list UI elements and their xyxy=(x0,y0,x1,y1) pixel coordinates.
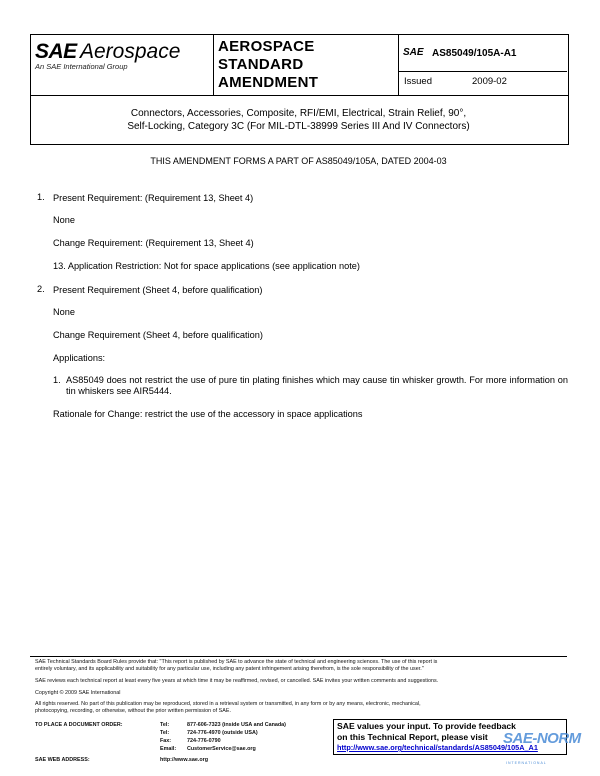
rights-text: All rights reserved. No part of this publication may be reproduced, stored in a retrieval system or transmitted, in any form or by any means, electronic, mechanical, xyxy=(35,701,421,707)
contact-label: Tel: xyxy=(160,722,170,728)
contact-value: 877-606-7323 (inside USA and Canada) xyxy=(187,722,286,728)
aerospace-logo-text: Aerospace xyxy=(80,40,181,63)
feedback-link[interactable]: http://www.sae.org/technical/standards/AS85049/105A_A1 xyxy=(337,743,538,752)
document-number: AS85049/105A-A1 xyxy=(432,48,517,59)
application-restriction: 13. Application Restriction: Not for space applications (see application note) xyxy=(53,261,360,271)
title-box xyxy=(30,94,569,145)
feedback-text: SAE values your input. To provide feedback xyxy=(337,721,516,731)
none-text: None xyxy=(53,215,75,225)
footer-rule xyxy=(30,656,567,657)
header-divider xyxy=(398,34,399,95)
sae-logo-mark: SAE xyxy=(35,40,77,63)
issued-label: Issued xyxy=(404,76,432,87)
contact-email[interactable]: CustomerService@sae.org xyxy=(187,746,256,752)
rationale-text: Rationale for Change: restrict the use of the accessory in space applications xyxy=(53,409,363,419)
application-note: AS85049 does not restrict the use of pure tin plating finishes which may cause tin whisker growth. For more information on tin whiskers see AIR5444. xyxy=(66,375,568,396)
web-address-link[interactable]: http://www.sae.org xyxy=(160,757,209,763)
section-number: 2. xyxy=(37,284,45,294)
header-divider xyxy=(398,71,567,72)
change-requirement: Change Requirement (Sheet 4, before qualification) xyxy=(53,330,263,340)
footer-rules-text: entirely voluntary, and its applicability and suitability for any particular use, including any patent infringement arising therefrom, is the sole responsibility of the user." xyxy=(35,666,424,672)
document-title-line: Connectors, Accessories, Composite, RFI/EMI, Electrical, Strain Relief, 90°, xyxy=(130,108,467,119)
sae-mark: SAE xyxy=(403,47,424,58)
contact-label: Email: xyxy=(160,746,177,752)
rights-text: photocopying, recording, or otherwise, without the prior written permission of SAE. xyxy=(35,708,231,714)
logo-subtitle: An SAE International Group xyxy=(35,62,128,71)
none-text: None xyxy=(53,307,75,317)
present-requirement: Present Requirement (Sheet 4, before qualification) xyxy=(53,285,263,295)
doc-type-line: AMENDMENT xyxy=(218,74,319,91)
contact-label: Tel: xyxy=(160,730,170,736)
watermark-subtext: INTERNATIONAL xyxy=(506,761,547,765)
header-divider xyxy=(213,34,214,95)
order-label: TO PLACE A DOCUMENT ORDER: xyxy=(35,722,123,728)
applications-heading: Applications: xyxy=(53,353,106,363)
footer-review-text: SAE reviews each technical report at least every five years at which time it may be reaffirmed, revised, or cancelled. SAE invites your written comments and suggestions. xyxy=(35,678,439,684)
copyright-text: Copyright © 2009 SAE International xyxy=(35,690,121,696)
list-item-number: 1. xyxy=(53,375,61,385)
section-number: 1. xyxy=(37,192,45,202)
watermark-logo: SAE-NORM xyxy=(503,730,581,747)
footer-rules-text: SAE Technical Standards Board Rules provide that: "This report is published by SAE to advance the state of technical and engineering sciences. The use of this report is xyxy=(35,659,438,665)
contact-value: 724-776-4970 (outside USA) xyxy=(187,730,258,736)
issued-date: 2009-02 xyxy=(472,76,507,87)
amendment-statement: THIS AMENDMENT FORMS A PART OF AS85049/105A, DATED 2004-03 xyxy=(150,156,447,166)
doc-type-line: STANDARD xyxy=(218,56,304,73)
document-title-line: Self-Locking, Category 3C (For MIL-DTL-38999 Series III And IV Connectors) xyxy=(127,121,470,132)
present-requirement: Present Requirement: (Requirement 13, Sheet 4) xyxy=(53,193,254,203)
contact-value: 724-776-0790 xyxy=(187,738,221,744)
document-type xyxy=(218,38,388,92)
doc-type-line: AEROSPACE xyxy=(218,38,315,55)
web-address-label: SAE WEB ADDRESS: xyxy=(35,757,90,763)
feedback-text: on this Technical Report, please visit xyxy=(337,732,488,742)
change-requirement: Change Requirement: (Requirement 13, Sheet 4) xyxy=(53,238,254,248)
contact-label: Fax: xyxy=(160,738,172,744)
